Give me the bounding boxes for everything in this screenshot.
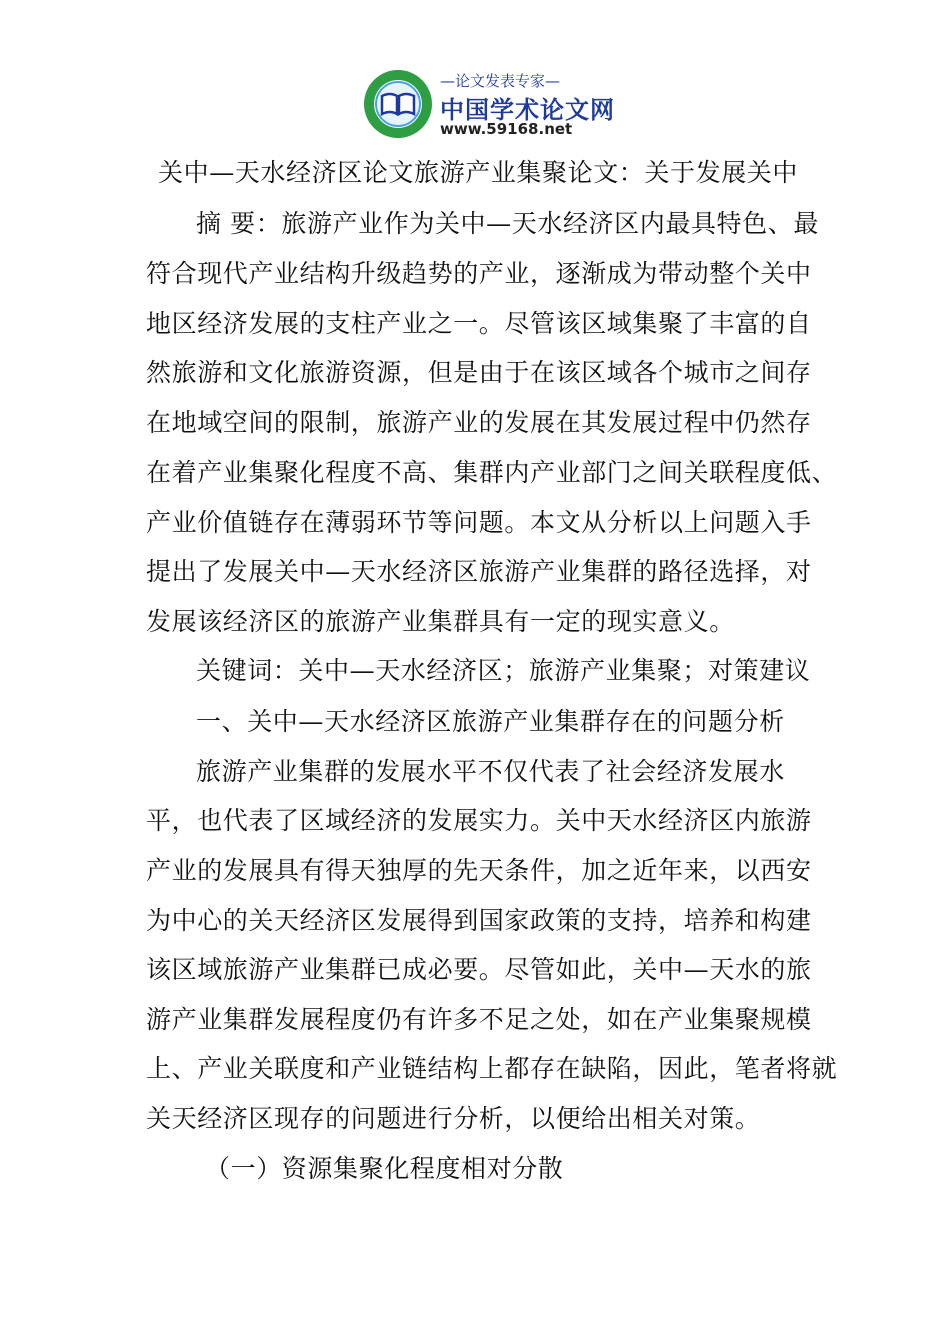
body-line-2: 平，也代表了区域经济的发展实力。关中天水经济区内旅游 [146, 806, 812, 835]
abstract-line-1: 摘 要：旅游产业作为关中—天水经济区内最具特色、最 [196, 209, 819, 238]
body-line-3: 产业的发展具有得天独厚的先天条件，加之近年来，以西安 [146, 856, 812, 885]
subsection-heading: （一）资源集聚化程度相对分散 [205, 1154, 564, 1183]
section-heading: 一、关中—天水经济区旅游产业集群存在的问题分析 [196, 707, 785, 736]
logo-tagline: —论文发表专家— [440, 72, 561, 90]
abstract-line-7: 产业价值链存在薄弱环节等问题。本文从分析以上问题入手 [146, 508, 812, 537]
document-title: 关中—天水经济区论文旅游产业集聚论文：关于发展关中 [158, 158, 799, 187]
body-line-1: 旅游产业集群的发展水平不仅代表了社会经济发展水 [196, 757, 785, 786]
book-badge-icon [362, 68, 434, 140]
abstract-line-2: 符合现代产业结构升级趋势的产业，逐渐成为带动整个关中 [146, 259, 812, 288]
site-logo [362, 68, 615, 144]
logo-url: www.59168.net [440, 120, 573, 138]
body-line-7: 上、产业关联度和产业链结构上都存在缺陷，因此，笔者将就 [146, 1054, 838, 1083]
abstract-line-9: 发展该经济区的旅游产业集群具有一定的现实意义。 [146, 607, 735, 636]
abstract-line-8: 提出了发展关中—天水经济区旅游产业集群的路径选择，对 [146, 557, 812, 586]
body-line-4: 为中心的关天经济区发展得到国家政策的支持，培养和构建 [146, 906, 812, 935]
abstract-line-5: 在地域空间的限制，旅游产业的发展在其发展过程中仍然存 [146, 408, 812, 437]
body-line-6: 游产业集群发展程度仍有许多不足之处，如在产业集聚规模 [146, 1005, 812, 1034]
abstract-line-4: 然旅游和文化旅游资源，但是由于在该区域各个城市之间存 [146, 358, 812, 387]
abstract-line-3: 地区经济发展的支柱产业之一。尽管该区域集聚了丰富的自 [146, 309, 812, 338]
abstract-line-6: 在着产业集聚化程度不高、集群内产业部门之间关联程度低、 [146, 458, 838, 487]
logo-name: 中国学术论文网 [440, 96, 615, 124]
keywords-line: 关键词：关中—天水经济区；旅游产业集聚；对策建议 [196, 656, 811, 685]
body-line-8: 关天经济区现存的问题进行分析，以便给出相关对策。 [146, 1104, 761, 1133]
body-line-5: 该区域旅游产业集群已成必要。尽管如此，关中—天水的旅 [146, 955, 812, 984]
